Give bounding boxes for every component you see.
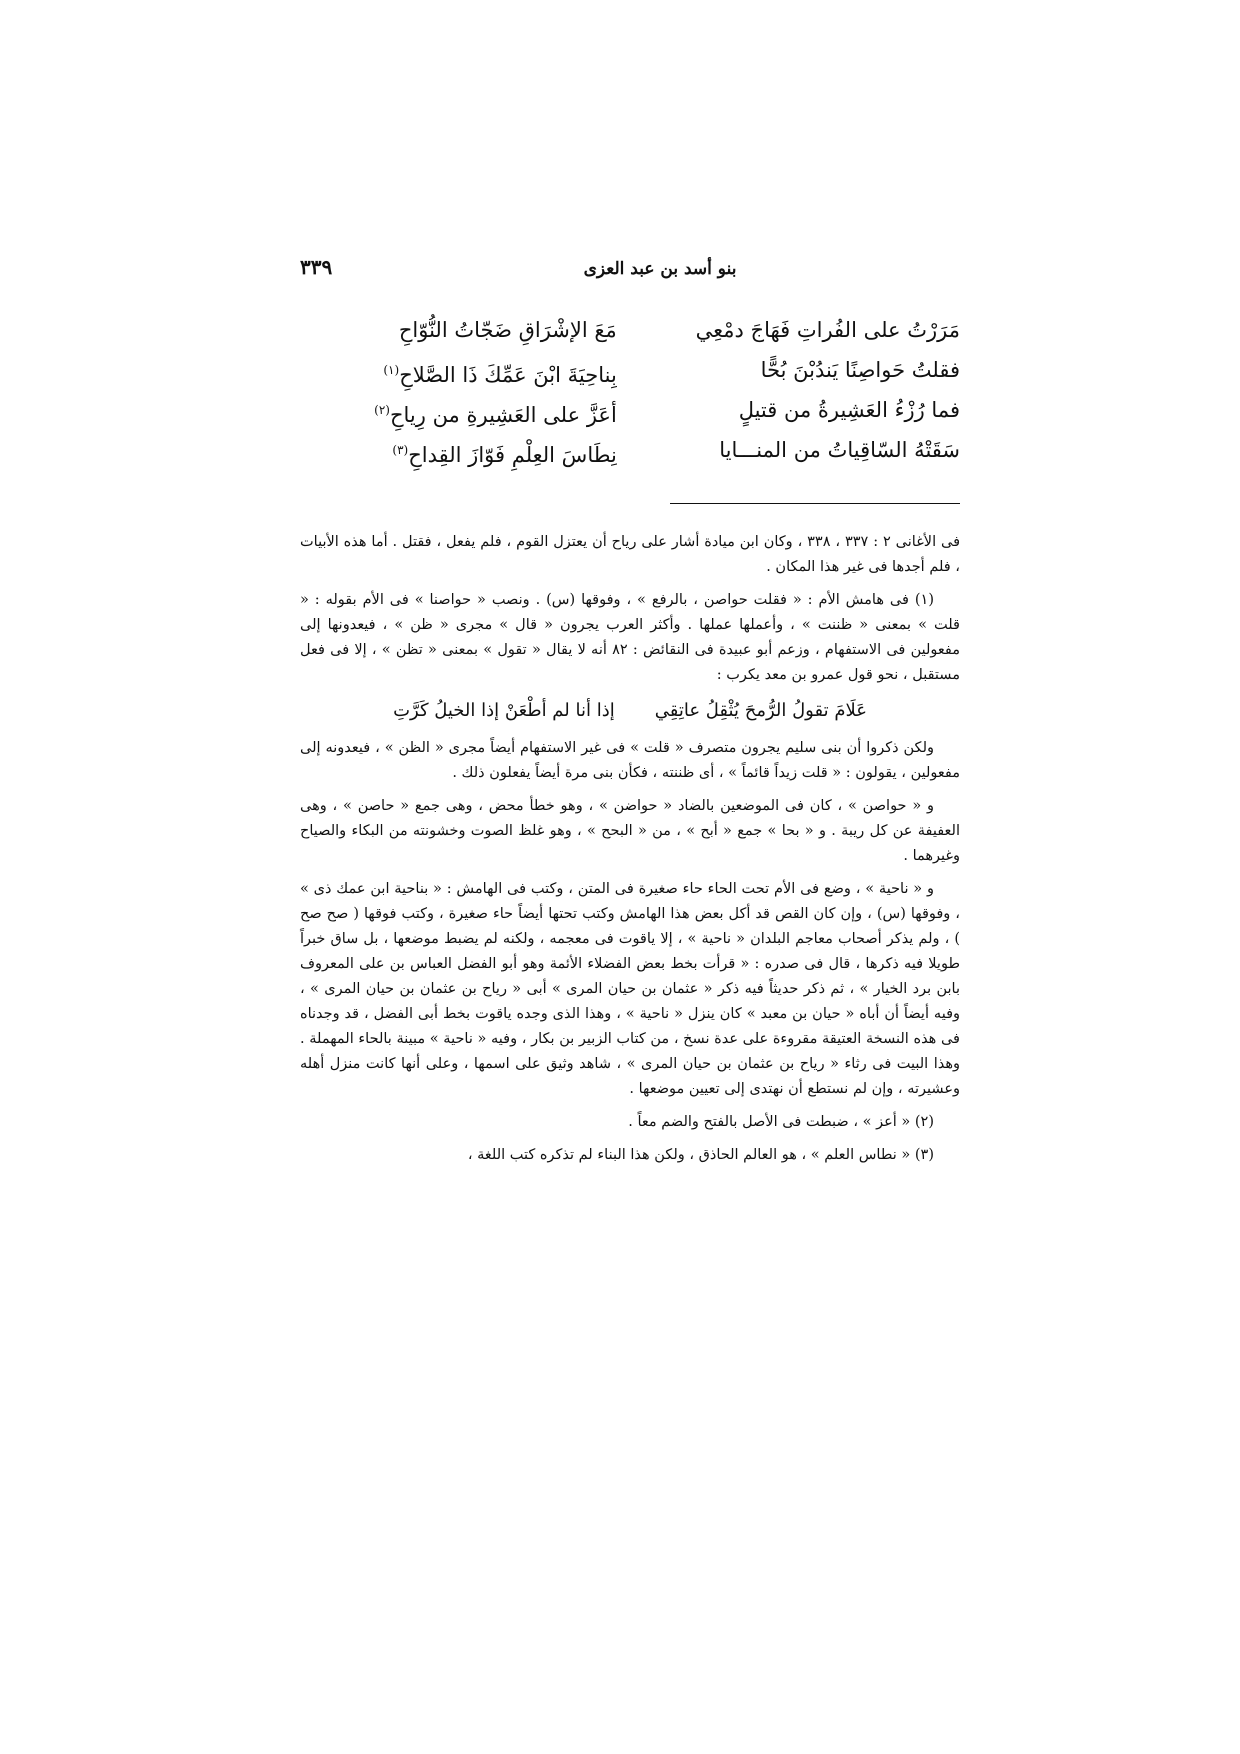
footnotes [300,530,960,1168]
footnote-marker-2: (٢) [374,403,390,417]
verse-2-second-text: بِناحِيَةَ ابْنَ عَمِّكَ ذَا الصَّلاحِ [399,363,617,387]
verse-1-first-hemistich: مَرَرْتُ على الفُراتِ فَهَاجَ دمْعِي [695,318,960,342]
book-page [300,255,960,1176]
verse-2 [300,353,960,393]
footnote-marker-3: (٣) [392,443,409,457]
verse-3-second-hemistich [300,393,617,433]
footnote-marker-1: (١) [383,363,400,377]
footnote-rule-wrap [300,495,960,530]
poem [300,313,960,473]
verse-1-second-hemistich [300,313,617,353]
footnote-2: (٢) « أعز » ، ضبطت فى الأصل بالفتح والضم معاً . [628,1114,934,1130]
verse-4-second-hemistich [300,433,617,473]
quoted-verse [300,696,960,726]
verse-3 [300,393,960,433]
verse-1 [300,313,960,353]
verse-4 [300,433,960,473]
verse-4-second-text: نِطَاسَ العِلْمِ فَوّازَ القِداحِ [408,443,617,467]
running-head [300,255,960,295]
quoted-verse-second-hemistich: إذا أنا لم أطْعَنْ إذا الخيلُ كَرَّتِ [393,700,615,721]
verse-2-first-hemistich: فقلتُ حَواصِنًا يَندُبْنَ بُحًّا [760,358,960,382]
footnote-3: (٣) « نطاس العلم » ، هو العالم الحاذق ، ولكن هذا البناء لم تذكره كتب اللغة ، [467,1147,934,1163]
footnote-1-nahiya: و « ناحية » ، وضع فى الأم تحت الحاء حاء صغيرة فى المتن ، وكتب فى الهامش : « بناحية ابن عمك ذى » ، وفوقها (س) ، وإن كان القص قد أكل بعض هذا الهامش وكتب تحتها أيضاً حاء صغيرة ، وكتب فوقها ( صح صح ) ، ولم يذكر أصحاب معاجم البلدان « ناحية » ، إلا ياقوت فى معجمه ، ولكنه لم يضبط موضعها ، بل ساق خبراً طويلا فيه ذكرها ، قال فى صدره : « قرأت بخط بعض الفضلاء الأئمة وهو أبو الفضل العباس بن على المعروف بابن برد الخيار » ، ثم ذكر حديثاً فيه ذكر « عثمان بن حيان المرى » أبى « رياح بن عثمان بن حيان المرى » ، وفيه أيضاً أن أباه « حيان بن معبد » كان ينزل « ناحية » ، وهذا الذى وجده ياقوت بخط أبى الفضل ، قد وجدناه فى هذه النسخة العتيقة مقروءة على عدة نسخ ، من كتاب الزبير بن بكار ، وفيه « ناحية » مبينة بالحاء المهملة . وهذا البيت فى رثاء « رياح بن عثمان بن حيان المرى » ، شاهد وثيق على اسمها ، وعلى أنها كانت منزل أهله وعشيرته ، وإن لم نستطع أن نهتدى إلى تعيين موضعها . [300,881,960,1097]
verse-4-first-hemistich: سَقَتْهُ السّاقِياتُ من المنـــايا [719,438,960,462]
verse-3-second-text: أعَزَّ على العَشِيرةِ من رِياحِ [389,403,617,427]
verse-1-second-text: مَعَ الإشْرَاقِ ضَجّاتُ النُّوّاحِ [398,318,617,342]
footnote-1-hawasin: و « حواصن » ، كان فى الموضعين بالضاد « حواضن » ، وهو خطأ محض ، وهى جمع « حاصن » ، وهى العفيفة عن كل ريبة . و « بحا » جمع « أبح » ، من « البحح » ، وهو غلظ الصوت وخشونته من البكاء والصياح وغيرهما . [300,798,960,864]
footnote-1: (١) فى هامش الأم : « فقلت حواصن ، بالرفع » ، وفوقها (س) . ونصب « حواصنا » فى الأم بقوله : « قلت » بمعنى « ظننت » ، وأعملها عملها . وأكثر العرب يجرون « قال » مجرى « ظن » ، فيعدونها إلى مفعولين فى الاستفهام ، وزعم أبو عبيدة فى النقائض : ٨٢ أنه لا يقال « تقول » بمعنى « تظن » ، إلا فى فعل مستقبل ، نحو قول عمرو بن معد يكرب : [300,592,960,683]
source-note: فى الأغانى ٢ : ٣٣٧ ، ٣٣٨ ، وكان ابن ميادة أشار على رياح أن يعتزل القوم ، فلم يفعل ، فقتل . أما هذه الأبيات ، فلم أجدها فى غير هذا المكان . [300,534,960,575]
verse-2-second-hemistich [300,353,617,393]
footnote-1-continued: ولكن ذكروا أن بنى سليم يجرون متصرف « قلت » فى غير الاستفهام أيضاً مجرى « الظن » ، فيعدونه إلى مفعولين ، يقولون : « قلت زيداً قائماً » ، أى ظننته ، فكأن بنى مرة أيضاً يفعلون ذلك . [300,740,960,781]
footnote-separator [670,503,960,504]
verse-3-first-hemistich: فما رُزْءُ العَشِيرةُ من قتيلٍ [738,398,960,422]
running-title: بنو أسد بن عبد العزى [583,259,737,279]
quoted-verse-first-hemistich: عَلَامَ تقولُ الرُّمحَ يُثْقِلُ عاتِقِي [654,700,867,721]
page-number: ٣٣٩ [300,255,333,279]
